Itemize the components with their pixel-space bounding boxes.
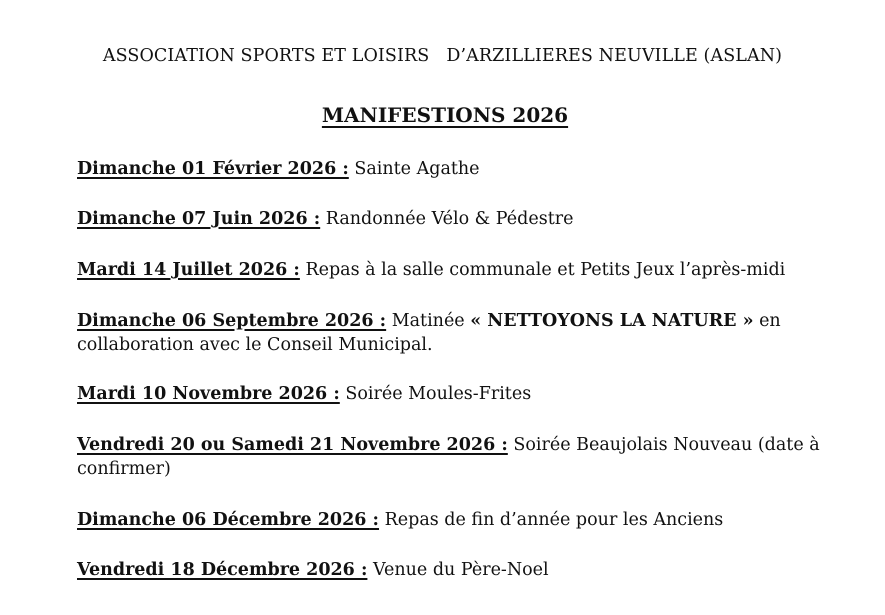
- event-item: [77, 309, 822, 357]
- event-description: Randonnée Vélo & Pédestre: [320, 209, 574, 229]
- document-title-text: MANIFESTIONS 2026: [321, 103, 569, 127]
- event-date: Dimanche 07 Juin 2026 :: [77, 209, 321, 229]
- document-title: [0, 103, 885, 127]
- event-item: [77, 258, 822, 282]
- event-description: Soirée Beaujolais Nouveau (date à confirmer): [77, 435, 820, 479]
- event-description: Repas à la salle communale et Petits Jeux l’après-midi: [299, 260, 786, 280]
- event-item: [77, 433, 822, 481]
- event-date: Dimanche 06 Septembre 2026 :: [77, 311, 387, 331]
- event-date: Mardi 10 Novembre 2026 :: [77, 384, 340, 404]
- organization-header: ASSOCIATION SPORTS ET LOISIRS D’ARZILLIERES NEUVILLE (ASLAN): [102, 46, 783, 66]
- event-date: Mardi 14 Juillet 2026 :: [77, 260, 300, 280]
- event-description: Venue du Père-Noel: [367, 560, 549, 580]
- event-description: Sainte Agathe: [348, 159, 480, 179]
- event-description-continued: en collaboration avec le Conseil Municipal.: [77, 311, 781, 355]
- event-item: [77, 508, 822, 532]
- event-description: Matinée: [386, 311, 471, 331]
- event-item: [77, 382, 822, 406]
- event-item: [77, 157, 822, 181]
- event-description: Soirée Moules-Frites: [339, 384, 532, 404]
- event-date: Dimanche 01 Février 2026 :: [77, 159, 349, 179]
- event-description: Repas de fin d’année pour les Anciens: [379, 510, 724, 530]
- event-highlight: « NETTOYONS LA NATURE »: [470, 311, 754, 331]
- event-date: Vendredi 20 ou Samedi 21 Novembre 2026 :: [77, 435, 508, 455]
- event-item: [77, 207, 822, 231]
- event-item: [77, 558, 822, 582]
- event-date: Dimanche 06 Décembre 2026 :: [77, 510, 380, 530]
- event-date: Vendredi 18 Décembre 2026 :: [77, 560, 368, 580]
